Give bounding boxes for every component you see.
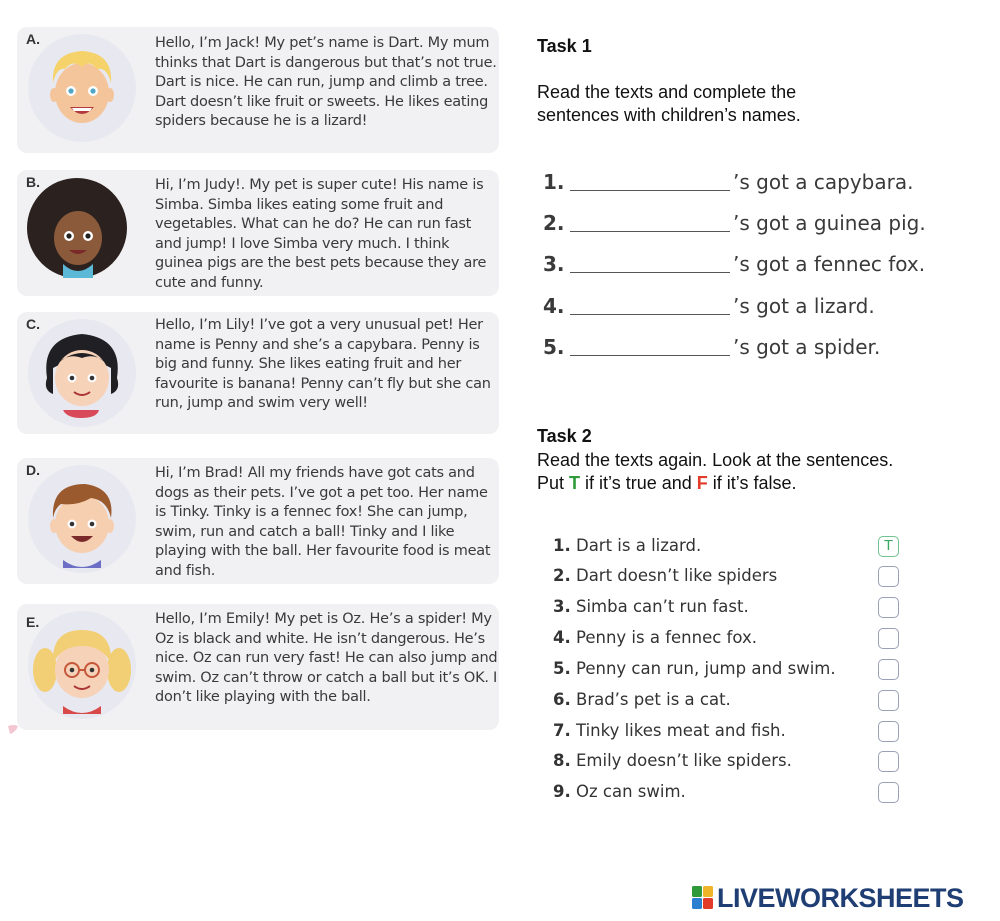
true-false-answer-box[interactable] [878, 690, 899, 711]
answer-blank-input[interactable] [570, 333, 730, 356]
card-letter: B. [26, 174, 40, 190]
item-number: 1. [543, 170, 565, 194]
item-text: ’s got a spider. [733, 335, 881, 359]
task2-item [553, 659, 903, 685]
liveworksheets-logo [692, 883, 964, 913]
reading-card-b [17, 170, 499, 296]
true-false-answer-box[interactable] [878, 566, 899, 587]
answer-blank-input[interactable] [570, 168, 730, 191]
item-text: Penny is a fennec fox. [570, 628, 757, 647]
card-text: Hello, I’m Lily! I’ve got a very unusual pet! Her name is Penny and she’s a capybara. Penny is big and funny. She likes eating fruit and her favourite is banana! Penny can’t fly but she can run, jump and swim very well! [155, 317, 491, 411]
item-number: 5. [543, 335, 565, 359]
task1-instruction: Read the texts and complete the sentences with children’s names. [537, 82, 801, 125]
task2-item [553, 628, 903, 654]
item-text: Tinky likes meat and fish. [570, 721, 786, 740]
item-text: Simba can’t run fast. [570, 597, 749, 616]
true-false-answer-box[interactable] [878, 597, 899, 618]
task1-title: Task 1 [537, 36, 592, 56]
task1-item [543, 248, 925, 276]
answer-blank-input[interactable] [570, 209, 730, 232]
logo-text: LIVEWORKSHEETS [717, 882, 964, 913]
item-number: 8. [553, 751, 571, 770]
item-number: 2. [553, 566, 571, 585]
answer-blank-input[interactable] [570, 292, 730, 315]
task2-instruction [537, 449, 977, 495]
true-false-answer-box[interactable] [878, 751, 899, 772]
task2-title: Task 2 [537, 426, 592, 446]
task2-item [553, 566, 903, 592]
item-text: Dart is a lizard. [570, 536, 702, 555]
item-text: Oz can swim. [570, 782, 686, 801]
true-false-answer-box[interactable] [878, 782, 899, 803]
item-number: 5. [553, 659, 571, 678]
task2-instruction-line2: Put T if it’s true and F if it’s false. [537, 473, 797, 493]
reading-card-e [17, 604, 499, 730]
item-number: 2. [543, 211, 565, 235]
card-text: Hello, I’m Jack! My pet’s name is Dart. My mum thinks that Dart is dangerous but that’s not true. Dart is nice. He can run, jump and climb a tree. Dart doesn’t like fruit or sweets. He likes eating spiders because he is a lizard! [155, 35, 497, 129]
task1-item [543, 331, 880, 359]
item-number: 3. [553, 597, 571, 616]
card-letter: C. [26, 316, 40, 332]
reading-card-a [17, 27, 499, 153]
item-text: ’s got a capybara. [733, 170, 914, 194]
item-number: 6. [553, 690, 571, 709]
card-text: Hi, I’m Judy!. My pet is super cute! His name is Simba. Simba likes eating some fruit and vegetables. What can he do? He can run fast and jump! I love Simba very much. I think guinea pigs are the best pets because they are cute and funny. [155, 177, 487, 291]
item-text: Penny can run, jump and swim. [570, 659, 836, 678]
item-number: 3. [543, 252, 565, 276]
reading-card-c [17, 312, 499, 434]
reading-card-d [17, 458, 499, 584]
task2-item [553, 597, 903, 623]
pink-corner-mark-icon [6, 722, 20, 736]
item-number: 9. [553, 782, 571, 801]
card-letter: A. [26, 31, 40, 47]
true-letter: T [569, 473, 581, 493]
task1-item [543, 207, 926, 235]
card-letter: E. [26, 614, 40, 630]
item-number: 7. [553, 721, 571, 740]
true-false-answer-box[interactable] [878, 659, 899, 680]
item-text: ’s got a fennec fox. [733, 252, 926, 276]
item-text: ’s got a lizard. [733, 294, 875, 318]
task2-item [553, 721, 903, 747]
card-text: Hi, I’m Brad! All my friends have got cats and dogs as their pets. I’ve got a pet too. Her name is Tinky. Tinky is a fennec fox! She can jump, swim, run and catch a ball! Tinky and I like playing with the ball. Her favourite food is meat and fish. [155, 465, 491, 579]
item-number: 4. [553, 628, 571, 647]
true-false-answer-box[interactable] [878, 628, 899, 649]
jack-avatar [27, 33, 137, 143]
task1-item [543, 290, 875, 318]
brad-avatar [27, 464, 137, 574]
item-text: ’s got a guinea pig. [733, 211, 926, 235]
card-text: Hello, I’m Emily! My pet is Oz. He’s a spider! My Oz is black and white. He isn’t dangerous. He’s nice. Oz can run very fast! He can also jump and swim. Oz can’t throw or catch a ball but it’s OK. I don’t like playing with the ball. [155, 611, 498, 705]
task2-item [553, 536, 903, 562]
judy-avatar [27, 178, 137, 288]
false-letter: F [696, 473, 708, 493]
true-false-answer-box[interactable]: T [878, 536, 899, 557]
answer-blank-input[interactable] [570, 250, 730, 273]
item-text: Brad’s pet is a cat. [570, 690, 731, 709]
task2-instruction-line1: Read the texts again. Look at the sentences. [537, 450, 894, 470]
item-number: 4. [543, 294, 565, 318]
item-text: Emily doesn’t like spiders. [570, 751, 792, 770]
item-number: 1. [553, 536, 571, 555]
task1-item [543, 166, 913, 194]
card-letter: D. [26, 462, 40, 478]
task2-item [553, 751, 903, 777]
emily-avatar [27, 610, 137, 720]
task2-item [553, 782, 903, 808]
liveworksheets-logo-icon [692, 886, 714, 910]
true-false-answer-box[interactable] [878, 721, 899, 742]
lily-avatar [27, 318, 137, 428]
task2-item [553, 690, 903, 716]
item-text: Dart doesn’t like spiders [570, 566, 778, 585]
